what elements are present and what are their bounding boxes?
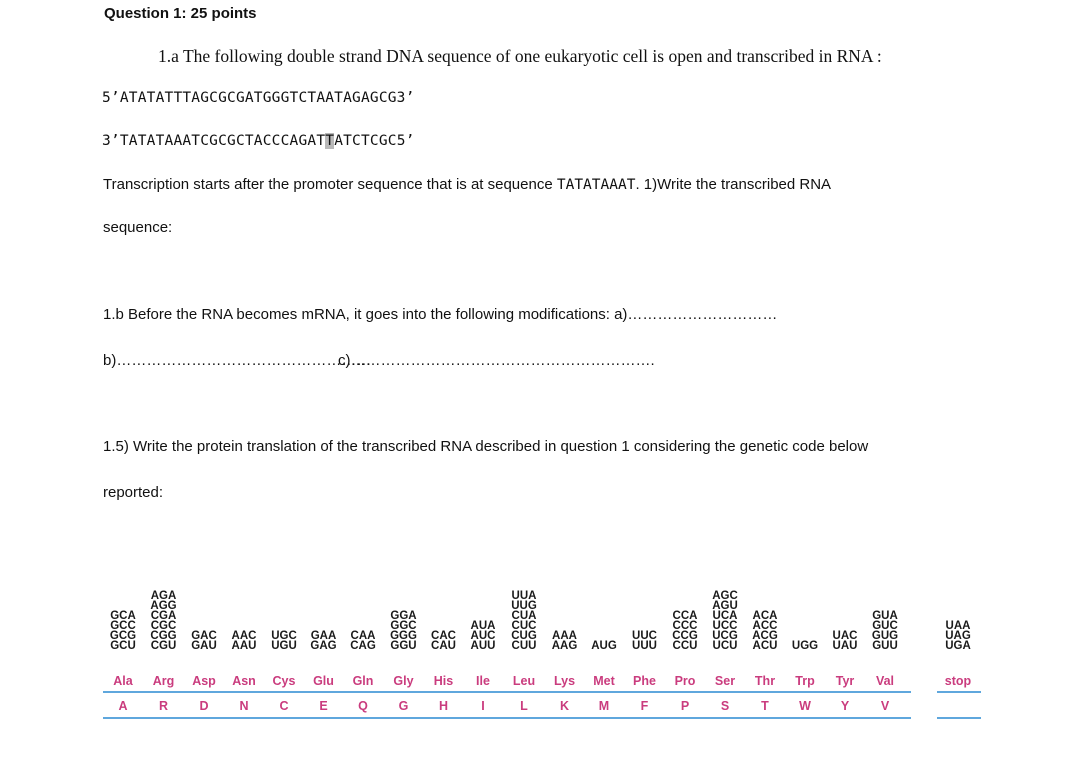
codon: CAA — [350, 630, 376, 642]
amino-acid-three-letter: Cys — [272, 674, 296, 688]
amino-acid-one-letter: D — [199, 699, 209, 713]
amino-acid-three-letter: Glu — [313, 674, 334, 688]
transcription-text-start: Transcription starts after the promoter sequence that is at sequence — [103, 176, 557, 193]
transcription-text-end: . 1)Write the transcribed RNA — [635, 176, 832, 193]
codon: GUG — [871, 630, 899, 642]
amino-acid-three-letter: stop — [944, 674, 972, 688]
codon: AUU — [470, 640, 496, 652]
codon-list — [383, 611, 424, 651]
dna-strand-cursor-highlight: T — [325, 133, 335, 149]
dna-strand-3-5 — [102, 133, 415, 149]
amino-acid-three-letter: Met — [593, 674, 615, 688]
codon: GUU — [872, 640, 898, 652]
codon: CAU — [431, 640, 456, 652]
amino-acid-column-asp — [184, 578, 224, 722]
codon: AAU — [231, 640, 257, 652]
codon: AUC — [470, 630, 496, 642]
codon: CAG — [350, 640, 376, 652]
question-1b-text: 1.b Before the RNA becomes mRNA, it goes into the following modifications: a)………………………… — [103, 306, 778, 323]
amino-acid-one-letter: A — [118, 699, 128, 713]
codon: CGG — [150, 630, 177, 642]
codon: UCU — [712, 640, 738, 652]
codon: CCA — [672, 610, 698, 622]
codon: UGG — [791, 640, 819, 652]
amino-acid-column-thr — [745, 578, 785, 722]
transcription-instruction — [103, 176, 831, 193]
codon: CCU — [672, 640, 698, 652]
reported-label: reported: — [103, 484, 164, 501]
amino-acid-column-leu — [503, 578, 545, 722]
codon: ACC — [752, 620, 778, 632]
amino-acid-one-letter: K — [559, 699, 570, 713]
amino-acid-one-letter: P — [680, 699, 690, 713]
codon: CUA — [511, 610, 537, 622]
amino-acid-one-letter: S — [720, 699, 730, 713]
codon: CGU — [150, 640, 177, 652]
amino-acid-one-letter: M — [598, 699, 610, 713]
codon-list — [103, 611, 143, 651]
codon: GCU — [110, 640, 136, 652]
codon: CUC — [511, 620, 537, 632]
dna-strand-5-3: 5’ATATATTTAGCGCGATGGGTCTAATAGAGCG3’ — [102, 90, 415, 106]
codon: UGA — [945, 640, 971, 652]
amino-acid-three-letter: Asp — [192, 674, 216, 688]
codon: AAG — [551, 640, 578, 652]
codon: AUA — [470, 620, 496, 632]
amino-acid-one-letter: Q — [358, 699, 368, 713]
question-1-5-text: 1.5) Write the protein translation of the transcribed RNA described in question 1 considering the genetic code below — [103, 438, 869, 455]
codon: GAA — [310, 630, 337, 642]
amino-acid-three-letter: Trp — [795, 674, 815, 688]
amino-acid-three-letter: Thr — [754, 674, 776, 688]
codon: CUG — [511, 630, 537, 642]
codon-list — [624, 631, 665, 651]
amino-acid-one-letter: N — [239, 699, 249, 713]
codon: GCG — [109, 630, 137, 642]
amino-acid-column-lys — [545, 578, 584, 722]
amino-acid-one-letter: Y — [840, 699, 850, 713]
codon: ACG — [752, 630, 778, 642]
codon: UUA — [511, 590, 537, 602]
amino-acid-column-gln — [343, 578, 383, 722]
amino-acid-column-his — [424, 578, 463, 722]
codon: UAG — [945, 630, 971, 642]
codon: GAG — [310, 640, 337, 652]
codon-list — [545, 631, 584, 651]
amino-acid-column-ile — [463, 578, 503, 722]
codon: UAC — [832, 630, 858, 642]
codon: UUG — [511, 600, 537, 612]
codon: CGA — [150, 610, 177, 622]
amino-acid-one-letter: H — [438, 699, 449, 713]
amino-acid-three-letter: Arg — [152, 674, 175, 688]
amino-acid-three-letter: Gln — [352, 674, 374, 688]
question-1a-text: 1.a The following double strand DNA sequence of one eukaryotic cell is open and transcribed in RNA : — [158, 46, 882, 66]
amino-acid-one-letter: C — [279, 699, 289, 713]
codon: GGC — [390, 620, 417, 632]
amino-acid-column-asn — [224, 578, 264, 722]
codon: UGC — [271, 630, 297, 642]
amino-acid-three-letter: Ile — [476, 674, 490, 688]
amino-acid-three-letter: Gly — [393, 674, 414, 688]
codon: GUC — [872, 620, 898, 632]
codon: UUU — [632, 640, 657, 652]
codon-list — [865, 611, 905, 651]
amino-acid-three-letter: Phe — [633, 674, 656, 688]
genetic-code-table — [103, 578, 981, 724]
codon-list — [463, 621, 503, 651]
codon: GGG — [390, 630, 417, 642]
question-title: Question 1: 25 points — [104, 5, 257, 22]
codon: UAU — [832, 640, 858, 652]
codon: UCA — [712, 610, 738, 622]
codon: AGG — [150, 600, 177, 612]
amino-acid-one-letter: G — [398, 699, 409, 713]
dna-strand-3-5-part2: ATCTCGC5’ — [334, 133, 415, 149]
amino-acid-column-stop — [935, 578, 981, 722]
codon: GGA — [390, 610, 417, 622]
codon: AAA — [552, 630, 577, 642]
codon: UUC — [632, 630, 657, 642]
codon: GCA — [110, 610, 136, 622]
codon: CCC — [672, 620, 698, 632]
amino-acid-three-letter: Pro — [674, 674, 696, 688]
codon-list — [705, 591, 745, 651]
codon: UAA — [945, 620, 971, 632]
codon-list — [745, 611, 785, 651]
codon-list — [424, 631, 463, 651]
codon: GAC — [191, 630, 217, 642]
promoter-sequence: TATATAAAT — [556, 177, 636, 193]
codon-list — [785, 641, 825, 651]
amino-acid-three-letter: Ser — [714, 674, 736, 688]
codon: AUG — [591, 640, 617, 652]
codon: UCC — [712, 620, 738, 632]
codon-list — [584, 641, 624, 651]
codon: ACA — [752, 610, 778, 622]
sequence-label: sequence: — [103, 219, 173, 236]
amino-acid-column-trp — [785, 578, 825, 722]
codon: GUA — [872, 610, 898, 622]
amino-acid-three-letter: His — [433, 674, 454, 688]
dna-strand-3-5-part1: 3’TATATAAATCGCGCTACCCAGAT — [102, 133, 326, 149]
amino-acid-three-letter: Asn — [232, 674, 256, 688]
amino-acid-column-pro — [665, 578, 705, 722]
codon: CAC — [431, 630, 456, 642]
amino-acid-column-glu — [304, 578, 343, 722]
amino-acid-three-letter: Ala — [113, 674, 133, 688]
amino-acid-column-met — [584, 578, 624, 722]
amino-acid-one-letter: W — [799, 699, 811, 713]
question-1b-answer-c: c)……………………………………………………. — [338, 352, 655, 369]
codon: GAU — [191, 640, 217, 652]
codon: AAC — [231, 630, 257, 642]
amino-acid-three-letter: Tyr — [835, 674, 855, 688]
codon-list — [184, 631, 224, 651]
amino-acid-column-phe — [624, 578, 665, 722]
amino-acid-column-tyr — [825, 578, 865, 722]
codon-list — [224, 631, 264, 651]
codon: UGU — [271, 640, 297, 652]
amino-acid-three-letter: Leu — [512, 674, 536, 688]
codon-list — [304, 631, 343, 651]
codon: CCG — [672, 630, 698, 642]
question-1b-answer-b: b)…………………………………………… — [103, 352, 372, 369]
amino-acid-column-ser — [705, 578, 745, 722]
codon: UCG — [712, 630, 738, 642]
codon: AGC — [712, 590, 738, 602]
codon: ACU — [752, 640, 778, 652]
amino-acid-one-letter: T — [761, 699, 769, 713]
amino-acid-column-ala — [103, 578, 143, 722]
amino-acid-three-letter: Lys — [553, 674, 576, 688]
amino-acid-column-val — [865, 578, 905, 722]
codon-list — [825, 631, 865, 651]
codon-list — [264, 631, 304, 651]
amino-acid-column-cys — [264, 578, 304, 722]
amino-acid-one-letter: I — [481, 699, 485, 713]
codon-list — [935, 621, 981, 651]
codon-list — [665, 611, 705, 651]
codon: GGU — [390, 640, 417, 652]
codon: AGA — [150, 590, 177, 602]
codon: AGU — [712, 600, 738, 612]
codon-list — [143, 591, 184, 651]
amino-acid-column-arg — [143, 578, 184, 722]
amino-acid-one-letter: V — [880, 699, 890, 713]
amino-acid-one-letter: R — [158, 699, 169, 713]
amino-acid-one-letter: L — [520, 699, 528, 713]
codon: CGC — [150, 620, 177, 632]
amino-acid-column-gly — [383, 578, 424, 722]
codon-list — [503, 591, 545, 651]
codon-list — [343, 631, 383, 651]
amino-acid-one-letter: F — [640, 699, 649, 713]
amino-acid-one-letter: E — [319, 699, 328, 713]
codon: GCC — [110, 620, 136, 632]
codon: CUU — [511, 640, 537, 652]
amino-acid-three-letter: Val — [875, 674, 895, 688]
